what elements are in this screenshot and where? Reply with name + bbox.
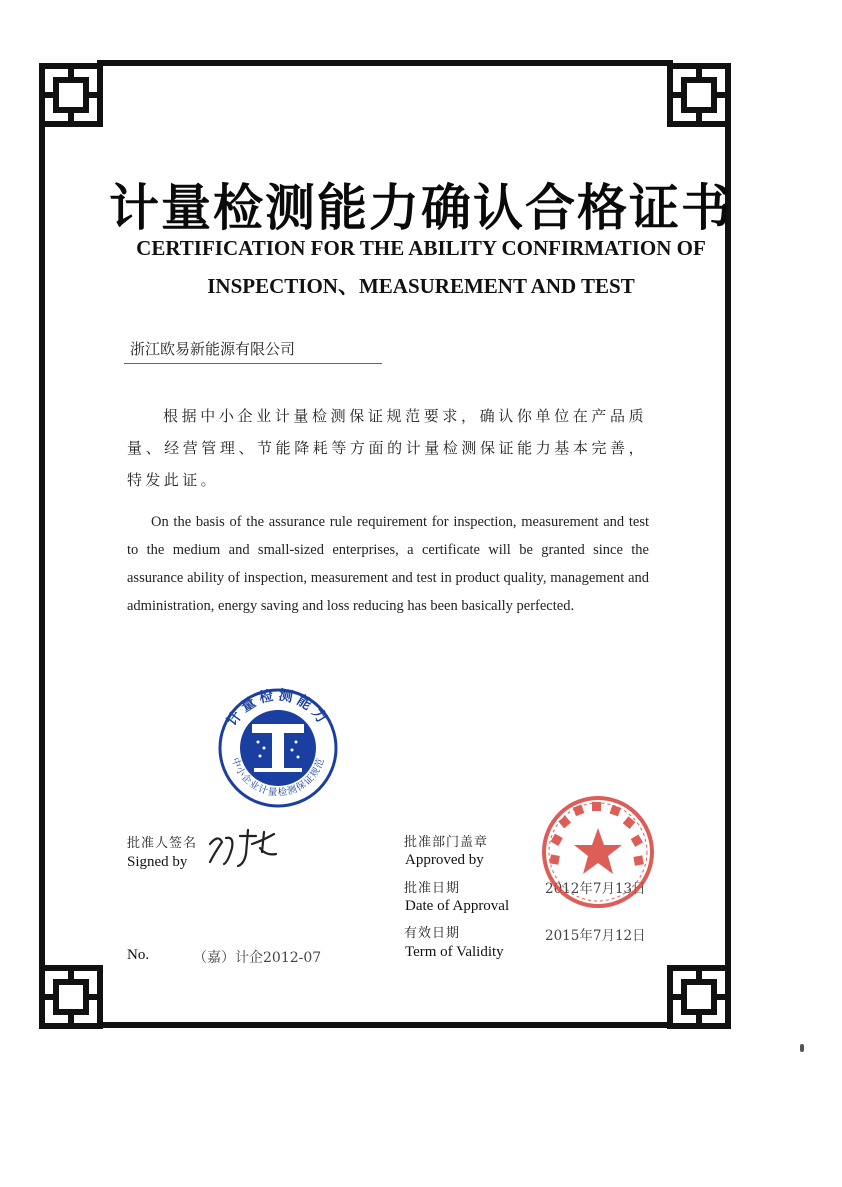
handwritten-signature — [204, 822, 284, 872]
emblem-ring-text: 中小企业计量检测保证规范 — [229, 756, 327, 799]
scan-speck — [800, 1044, 804, 1052]
signed-by-label-english: Signed by — [127, 854, 188, 870]
date-of-approval-value: 2012年7月13日 — [545, 881, 646, 897]
corner-ornament-bottom-left — [42, 968, 100, 1026]
emblem-top-text: 计量检测能力 — [224, 687, 332, 730]
certificate-body-chinese: 根据中小企业计量检测保证规范要求，确认你单位在产品质量、经营管理、节能降耗等方面的计量检测保证能力基本完善，特发此证。 — [127, 407, 647, 489]
certificate-title-chinese: 计量检测能力确认合格证书 — [109, 179, 733, 237]
metrology-emblem — [216, 686, 340, 810]
date-of-approval-label-english: Date of Approval — [405, 898, 510, 914]
official-red-seal — [536, 790, 660, 914]
certificate-title-english-line-1: CERTIFICATION FOR THE ABILITY CONFIRMATION OF — [136, 236, 706, 260]
company-name: 浙江欧易新能源有限公司 — [130, 340, 296, 358]
approved-by-label-english: Approved by — [405, 852, 484, 868]
certificate-title-english-line-2: INSPECTION、MEASUREMENT AND TEST — [207, 274, 635, 298]
term-of-validity-label-chinese: 有效日期 — [404, 926, 461, 941]
term-of-validity-value: 2015年7月12日 — [545, 928, 646, 944]
signed-by-label-chinese: 批准人签名 — [127, 836, 198, 851]
term-of-validity-label-english: Term of Validity — [405, 944, 504, 960]
certificate-body-english: On the basis of the assurance rule requirement for inspection, measurement and test to the medium and small-sized enterprises, a certificate will be granted since the assurance ability of inspection, measurement and test in product quality, management and administration, energy saving and loss reducing has been basically perfected. — [127, 514, 649, 614]
corner-ornament-top-left — [42, 66, 100, 124]
date-of-approval-label-chinese: 批准日期 — [404, 881, 461, 896]
certificate-number-value: （嘉）计企2012-07 — [193, 950, 322, 966]
approved-by-label-chinese: 批准部门盖章 — [404, 835, 489, 850]
certificate-number-label: No. — [127, 947, 150, 963]
corner-ornament-bottom-right — [670, 968, 728, 1026]
corner-ornament-top-right — [670, 66, 728, 124]
company-underline — [124, 363, 382, 364]
